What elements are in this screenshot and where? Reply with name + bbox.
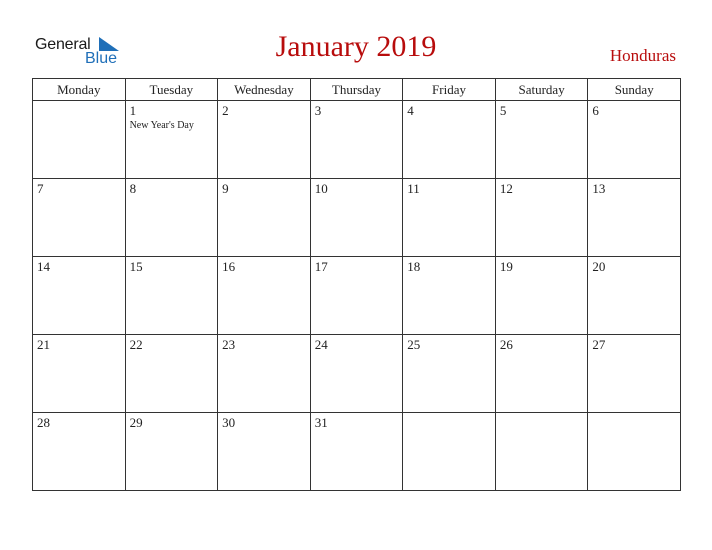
weekday-header: Monday bbox=[33, 79, 126, 101]
week-row bbox=[33, 335, 681, 413]
day-cell bbox=[218, 413, 311, 491]
day-cell bbox=[495, 335, 588, 413]
day-cell bbox=[495, 101, 588, 179]
day-number: 2 bbox=[222, 103, 229, 118]
day-number: 8 bbox=[129, 181, 137, 196]
day-cell bbox=[310, 335, 403, 413]
day-cell bbox=[310, 413, 403, 491]
day-number: 22 bbox=[129, 337, 143, 352]
day-number: 1 bbox=[129, 103, 137, 118]
day-cell bbox=[218, 257, 311, 335]
weekday-header: Friday bbox=[403, 79, 496, 101]
day-number: 29 bbox=[129, 415, 143, 430]
day-cell bbox=[495, 413, 588, 491]
day-number: 6 bbox=[592, 103, 599, 118]
day-cell bbox=[125, 179, 218, 257]
day-number: 12 bbox=[499, 181, 513, 196]
day-number: 17 bbox=[314, 259, 328, 274]
day-number: 21 bbox=[37, 337, 50, 352]
day-number: 23 bbox=[222, 337, 236, 352]
weekday-header: Saturday bbox=[495, 79, 588, 101]
week-row bbox=[33, 179, 681, 257]
day-cell bbox=[125, 257, 218, 335]
day-cell bbox=[125, 335, 218, 413]
holiday-label: New Year's Day bbox=[129, 120, 194, 131]
day-number: 15 bbox=[129, 259, 143, 274]
day-cell bbox=[218, 335, 311, 413]
day-cell bbox=[218, 101, 311, 179]
day-number: 28 bbox=[37, 415, 50, 430]
day-cell bbox=[588, 335, 681, 413]
day-number: 24 bbox=[314, 337, 328, 352]
day-number: 14 bbox=[37, 259, 50, 274]
day-number: 13 bbox=[592, 181, 606, 196]
day-number: 7 bbox=[37, 181, 44, 196]
day-number: 30 bbox=[222, 415, 236, 430]
day-number: 3 bbox=[314, 103, 322, 118]
day-number: 19 bbox=[499, 259, 513, 274]
day-cell bbox=[33, 179, 126, 257]
weekday-header: Tuesday bbox=[125, 79, 218, 101]
weekday-header: Wednesday bbox=[218, 79, 311, 101]
day-number: 9 bbox=[222, 181, 229, 196]
day-cell bbox=[218, 179, 311, 257]
day-cell bbox=[588, 179, 681, 257]
day-number: 5 bbox=[499, 103, 507, 118]
day-cell bbox=[33, 101, 126, 179]
day-cell bbox=[403, 179, 496, 257]
day-cell bbox=[495, 179, 588, 257]
day-cell bbox=[310, 179, 403, 257]
day-number: 18 bbox=[407, 259, 421, 274]
day-number: 11 bbox=[407, 181, 420, 196]
day-cell bbox=[495, 257, 588, 335]
day-cell bbox=[588, 413, 681, 491]
day-cell bbox=[403, 413, 496, 491]
day-number: 16 bbox=[222, 259, 236, 274]
calendar-title: January 2019 bbox=[275, 30, 437, 63]
day-number: 4 bbox=[407, 103, 414, 118]
day-number: 31 bbox=[314, 415, 328, 430]
day-number: 27 bbox=[592, 337, 606, 352]
day-cell bbox=[403, 101, 496, 179]
calendar-grid bbox=[32, 78, 681, 491]
day-cell bbox=[310, 257, 403, 335]
logo-text-blue: Blue bbox=[85, 50, 118, 67]
day-cell bbox=[125, 413, 218, 491]
week-row bbox=[33, 257, 681, 335]
day-number: 20 bbox=[592, 259, 606, 274]
weekday-header: Thursday bbox=[310, 79, 403, 101]
country-label: Honduras bbox=[609, 46, 676, 65]
weekday-header-row bbox=[33, 79, 681, 101]
day-number: 26 bbox=[499, 337, 513, 352]
day-cell bbox=[125, 101, 218, 179]
day-cell bbox=[33, 335, 126, 413]
day-cell bbox=[33, 257, 126, 335]
day-cell bbox=[588, 101, 681, 179]
week-row bbox=[33, 413, 681, 491]
day-cell bbox=[33, 413, 126, 491]
day-number: 10 bbox=[314, 181, 328, 196]
day-cell bbox=[588, 257, 681, 335]
week-row bbox=[33, 101, 681, 179]
day-cell bbox=[310, 101, 403, 179]
logo-text-general: General bbox=[35, 36, 91, 53]
day-number: 25 bbox=[407, 337, 421, 352]
weekday-header: Sunday bbox=[588, 79, 681, 101]
day-cell bbox=[403, 335, 496, 413]
day-cell bbox=[403, 257, 496, 335]
